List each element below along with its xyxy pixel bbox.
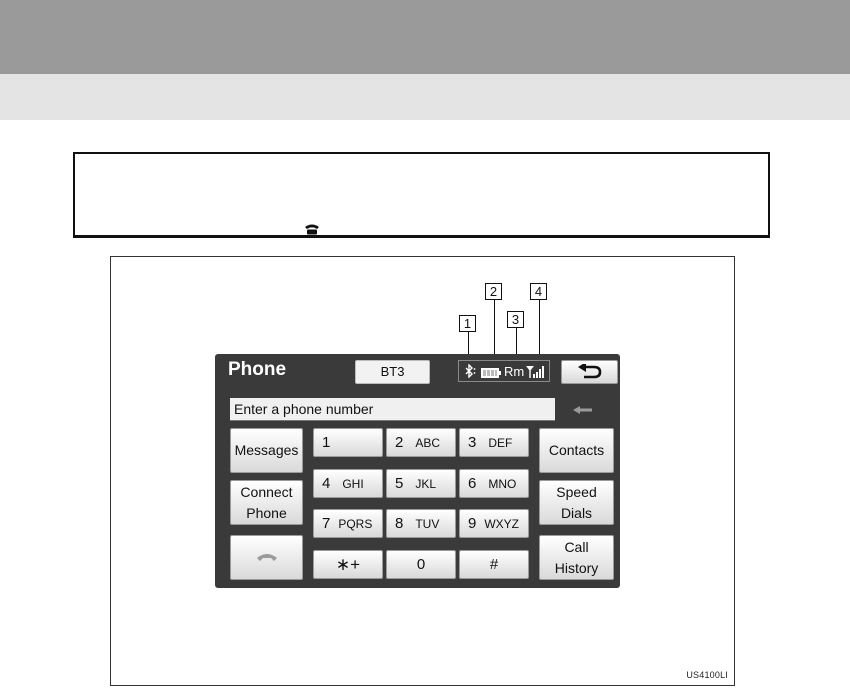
key-number: 7 — [322, 515, 331, 532]
speed-dials-label-1: Speed — [556, 483, 597, 500]
key-number: ∗+ — [335, 554, 361, 574]
screen-title: Phone — [228, 359, 287, 380]
keypad-key-6[interactable] — [459, 469, 529, 498]
key-number: # — [489, 556, 499, 573]
key-letters: WXYZ — [484, 516, 520, 531]
figure-id: US4100LI — [686, 670, 728, 680]
signal-strength-icon — [526, 365, 546, 381]
delete-arrow-icon — [565, 405, 599, 422]
keypad-key-star[interactable] — [313, 550, 383, 579]
callout-1: 1 — [459, 315, 476, 332]
keypad-key-3[interactable] — [459, 428, 529, 457]
key-letters: JKL — [415, 476, 437, 491]
subheader-band — [0, 74, 850, 120]
callout-2: 2 — [485, 283, 502, 300]
key-letters: PQRS — [338, 516, 373, 531]
callout-4-leader — [539, 300, 540, 362]
connect-phone-label-1: Connect — [240, 483, 293, 500]
callout-4: 4 — [530, 283, 547, 300]
phone-screen — [215, 354, 620, 588]
bluetooth-icon — [464, 364, 476, 381]
key-number: 0 — [416, 556, 426, 573]
key-letters: MNO — [488, 476, 517, 491]
key-number: 4 — [322, 475, 331, 492]
key-letters: TUV — [415, 516, 440, 531]
contacts-button[interactable]: Contacts — [539, 428, 614, 473]
phone-handset-icon — [256, 547, 278, 568]
speed-dials-label-2: Dials — [560, 504, 593, 521]
keypad-key-7[interactable] — [313, 509, 383, 538]
call-history-label-1: Call — [564, 538, 589, 555]
call-history-label-2: History — [554, 559, 599, 576]
keypad-key-5[interactable] — [386, 469, 456, 498]
delete-button[interactable] — [565, 402, 599, 418]
keypad-key-0[interactable] — [386, 550, 456, 579]
figure — [110, 256, 735, 686]
call-history-button[interactable] — [539, 535, 614, 580]
connect-phone-button[interactable] — [230, 480, 303, 525]
note-box — [73, 152, 770, 238]
roaming-indicator: Rm — [504, 364, 525, 379]
header-band — [0, 0, 850, 74]
key-letters: ABC — [415, 435, 441, 450]
speed-dials-button[interactable] — [539, 480, 614, 525]
callout-3: 3 — [507, 311, 524, 328]
off-hook-button[interactable] — [230, 535, 303, 580]
key-number: 3 — [468, 434, 477, 451]
back-arrow-icon — [577, 364, 603, 385]
device-name: BT3 — [355, 360, 430, 384]
keypad-key-4[interactable] — [313, 469, 383, 498]
back-button[interactable] — [561, 360, 618, 384]
keypad-key-2[interactable] — [386, 428, 456, 457]
keypad-key-8[interactable] — [386, 509, 456, 538]
keypad-key-1[interactable] — [313, 428, 383, 457]
keypad-key-9[interactable] — [459, 509, 529, 538]
key-number: 9 — [468, 515, 477, 532]
key-letters: GHI — [342, 476, 364, 491]
battery-icon — [481, 367, 501, 381]
messages-button[interactable]: Messages — [230, 428, 303, 473]
key-number: 1 — [322, 434, 331, 451]
callout-2-leader — [494, 300, 495, 362]
keypad-key-hash[interactable] — [459, 550, 529, 579]
key-number: 6 — [468, 475, 477, 492]
phone-handset-icon — [304, 222, 320, 240]
key-number: 5 — [395, 475, 404, 492]
status-bar — [458, 360, 550, 382]
key-letters: DEF — [488, 435, 513, 450]
phone-number-field[interactable] — [230, 398, 555, 421]
key-number: 2 — [395, 434, 404, 451]
phone-number-input[interactable] — [230, 398, 555, 420]
connect-phone-label-2: Phone — [246, 504, 287, 521]
key-number: 8 — [395, 515, 404, 532]
